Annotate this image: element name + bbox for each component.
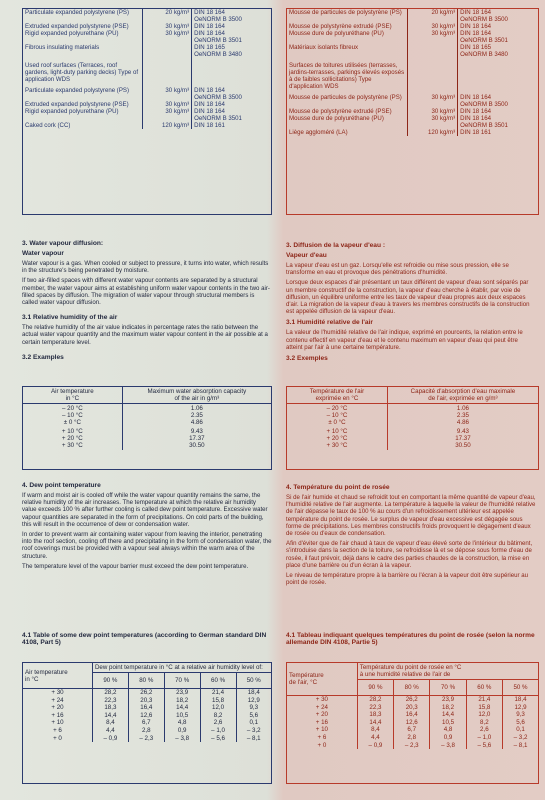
section-4-paragraph-1-fr: Si de l'air humide et chaud se refroidit tout en comportant la même quantité de vapeur d'eau, l'humidité relative de l'air augmente. La température à laquelle la valeur de l'humidité relative de l'air dépasse le taux de 100 % au cours d'un refroidissement ultérieur est appelée température du point de rosée. Le surplus de vapeur d'eau excessive est dégagée sous forme de précipitations. Les membres constructifs froids provoquent le dégagement d'eaux de rosée ou d'eaux de condensation.	[286, 494, 536, 538]
dew-cell: 18,4	[247, 689, 260, 696]
dew-table-fr	[286, 662, 539, 784]
dew-cell: 23,9	[164, 689, 200, 697]
examples-header-capacity-fr: Capacité d'absorption d'eau maximale de l'air, exprimée en g/m³	[387, 387, 538, 404]
dew-cell: 12,6	[394, 719, 430, 727]
material-name: Rigid expanded polyurethane (PU)	[23, 30, 142, 44]
material-norm: DIN 18 164	[194, 23, 225, 30]
section-3-title-fr: 3. Diffusion de la vapeur d'eau :	[286, 242, 386, 249]
section-4-paragraph-2: In order to prevent warm air containing water vapour from leaving the interior, penetrating into the roof section, cooling off there and precipitating in the form of condensation water, the roof coverings must be provided with a vapour seal always within the warm area of the structure.	[22, 531, 272, 560]
material-row	[23, 101, 271, 108]
material-name: Fibrous insulating materials	[23, 44, 142, 58]
material-density: 30 kg/m³	[407, 90, 457, 108]
dew-cell: 12,9	[247, 696, 260, 704]
dew-row-temp: + 10	[23, 719, 92, 727]
dew-cell: – 8,1	[513, 741, 528, 749]
dew-cell: 12,6	[128, 712, 164, 720]
section-4-paragraph-3-fr: Le niveau de température propre à la barrière ou l'écran à la vapeur doit être supérieur au point de rosée.	[286, 572, 529, 587]
dew-row-temp: + 30	[23, 689, 92, 697]
dew-row-temp: + 16	[287, 719, 357, 727]
dew-humidity-col: 50 %	[503, 680, 538, 696]
examples-temps-cold: – 20 °C – 10 °C ± 0 °C	[23, 404, 122, 428]
dew-cell: 16,4	[128, 704, 164, 712]
dew-cell: 12,0	[200, 704, 236, 712]
material-norm: DIN 18 164 OeNORM B 3501	[194, 30, 242, 44]
material-norm	[458, 58, 538, 90]
material-norm: DIN 18 164	[194, 101, 225, 108]
water-vapour-paragraph-1-fr: La vapeur d'eau est un gaz. Lorsqu'elle est refroidie ou mise sous pression, elle se transforme en eau et provoque des pénétrations d'humidité.	[286, 262, 509, 277]
dew-humidity-col: 70 %	[164, 673, 200, 689]
section-3-fr	[286, 242, 536, 365]
dew-row-temp: + 20	[23, 704, 92, 712]
material-norm: DIN 18 161	[194, 122, 225, 129]
water-vapour-paragraph-2: If two air-filled spaces with different water vapour contents are separated by a structural member, the water vapour aims at establishing uniform water vapour contents in the two air-filled spaces by diffusion. The migration of water vapour through structural members is called water vapour diffusion.	[22, 277, 270, 307]
material-norm: DIN 18 164 OeNORM B 3501	[460, 30, 508, 44]
dew-cell: 28,2	[92, 689, 128, 697]
section-4-title-fr: 4. Température du point de rosée	[286, 484, 390, 491]
dew-cell: 9,3	[516, 711, 525, 719]
material-name: Used roof surfaces (Terraces, roof gardens, light-duty parking decks) Type of application WDS	[23, 58, 142, 83]
material-name: Mousse dure de polyuréthane (PU)	[287, 115, 407, 129]
material-name: Rigid expanded polyurethane (PU)	[23, 108, 142, 122]
material-density: 120 kg/m³	[407, 129, 457, 136]
dew-cell: 12,0	[466, 711, 502, 719]
material-norm: DIN 18 165 OeNORM B 3480	[460, 44, 508, 58]
dew-cell: 18,2	[430, 704, 466, 712]
material-name: Mousse de polystyrène extrudé (PSE)	[287, 23, 407, 30]
dew-header-humidity: Température du point de rosée en °C à une humidité relative de l'air de	[357, 663, 538, 680]
dew-row	[287, 704, 538, 712]
dew-cell: – 0,9	[357, 742, 393, 750]
examples-vals-cold-fr: 1.06 2.35 4.86	[456, 405, 469, 426]
examples-vals-warm: 9.43 17.37 30.50	[189, 428, 205, 449]
dew-cell: 0,1	[249, 719, 259, 727]
material-density: 30 kg/m³	[142, 23, 192, 30]
examples-header-capacity: Maximum water absorption capacity of the air in g/m³	[122, 387, 271, 404]
material-norm: DIN 18 164 OeNORM B 3501	[460, 115, 508, 129]
dew-cell: 4,4	[357, 734, 393, 742]
dew-cell: 2,6	[200, 719, 236, 727]
examples-header-temp: Air temperature in °C	[23, 387, 122, 404]
dew-cell: – 8,1	[246, 734, 261, 742]
dew-row	[287, 734, 538, 742]
dew-cell: 10,5	[164, 712, 200, 720]
dew-row-temp: + 0	[23, 735, 92, 743]
examples-vals-cold: 1.06 2.35 4.86	[190, 405, 203, 426]
material-density: 30 kg/m³	[407, 108, 457, 115]
material-norm: DIN 18 165 OeNORM B 3480	[194, 44, 242, 58]
material-density	[142, 58, 192, 83]
dew-row	[287, 719, 538, 727]
dew-cell: 6,7	[394, 726, 430, 734]
section-3-1-title: 3.1 Relative humidity of the air	[22, 314, 118, 322]
dew-cell: 18,3	[357, 711, 393, 719]
dew-cell: 8,2	[200, 712, 236, 720]
dew-cell: 8,2	[466, 719, 502, 727]
dew-cell: 5,6	[249, 711, 259, 719]
material-norm: DIN 18 164 OeNORM B 3500	[194, 9, 242, 23]
dew-row	[287, 726, 538, 734]
dew-cell: 22,3	[357, 704, 393, 712]
section-4-en	[22, 482, 272, 573]
dew-cell: – 2,3	[128, 735, 164, 743]
dew-cell: 18,2	[164, 697, 200, 705]
section-3-2-title: 3.2 Examples	[22, 353, 64, 361]
section-4-1-en	[22, 632, 272, 649]
material-density: 30 kg/m³	[142, 101, 192, 108]
section-4-fr	[286, 484, 536, 589]
water-vapour-subtitle-fr: Vapeur d'eau	[286, 252, 327, 259]
dew-cell: – 3,8	[164, 735, 200, 743]
dew-humidity-col: 50 %	[236, 673, 271, 689]
dew-cell: 2,8	[394, 734, 430, 742]
dew-cell: 10,5	[430, 719, 466, 727]
examples-temps-warm-fr: + 10 °C + 20 °C + 30 °C	[287, 427, 387, 450]
dew-row	[23, 689, 271, 697]
material-row	[23, 122, 271, 129]
material-density	[407, 44, 457, 58]
material-density: 30 kg/m³	[142, 83, 192, 101]
dew-row	[287, 711, 538, 719]
dew-row-temp: + 10	[287, 726, 357, 734]
examples-temps-warm: + 10 °C + 20 °C + 30 °C	[23, 427, 122, 450]
dew-cell: 14,4	[92, 712, 128, 720]
dew-cell: 20,3	[394, 704, 430, 712]
dew-cell: 0,9	[430, 734, 466, 742]
dew-row-temp: + 16	[23, 712, 92, 720]
examples-table-fr	[286, 386, 539, 470]
material-density: 20 kg/m³	[142, 9, 192, 23]
material-row	[287, 90, 538, 108]
dew-cell: 5,6	[516, 718, 525, 726]
section-3-2-title-fr: 3.2 Exemples	[286, 355, 328, 363]
dew-cell: – 0,9	[92, 735, 128, 743]
section-3-1-title-fr: 3.1 Humidité relative de l'air	[286, 319, 373, 327]
section-3-en	[22, 240, 272, 364]
dew-cell: 9,3	[249, 704, 259, 712]
material-row	[23, 44, 271, 58]
dew-cell: – 2,3	[394, 742, 430, 750]
water-vapour-paragraph-2-fr: Lorsque deux espaces d'air présentant un taux différent de vapeur d'eau sont séparés par un membre constructif de la construction, la vapeur d'eau cherche à établir, par voie de diffusion, un équilibre uniforme entre les taux de vapeur d'eau propres aux deux espaces d'air. La migration de la vapeur d'eau à travers les membres constructifs de la construction est appelée diffusion de la vapeur d'eau.	[286, 279, 530, 316]
material-row	[287, 23, 538, 30]
dew-cell: 14,4	[164, 704, 200, 712]
material-norm: DIN 18 164	[460, 23, 491, 30]
dew-row	[23, 704, 271, 712]
material-norm	[192, 58, 271, 83]
dew-cell: 14,4	[430, 711, 466, 719]
dew-cell: 8,4	[92, 719, 128, 727]
section-3-1-paragraph: The relative humidity of the air value indicates in percentage rates the ratio between the actual water vapour quantity and the maximum water vapour content in the air possible at a certain temperature level.	[22, 324, 268, 346]
material-row	[23, 23, 271, 30]
section-4-1-fr	[286, 632, 536, 649]
material-name: Extruded expanded polystyrene (PSE)	[23, 101, 142, 108]
material-row	[287, 129, 538, 136]
dew-cell: 2,6	[466, 726, 502, 734]
material-name: Mousse dure de polyuréthane (PU)	[287, 30, 407, 44]
dew-humidity-col: 60 %	[466, 680, 502, 696]
dew-cell: – 3,8	[430, 742, 466, 750]
dew-cell: 26,2	[128, 689, 164, 697]
dew-humidity-col: 60 %	[200, 673, 236, 689]
dew-header-temp: Air temperature in °C	[23, 663, 92, 689]
section-4-title: 4. Dew point temperature	[22, 482, 101, 489]
materials-table-en	[22, 8, 272, 215]
section-4-paragraph-3: The temperature level of the vapour barrier must exceed the dew point temperature.	[22, 562, 249, 570]
examples-table-en	[22, 386, 272, 470]
dew-cell: 22,3	[92, 697, 128, 705]
dew-cell: 21,4	[200, 689, 236, 697]
dew-row	[23, 735, 271, 743]
material-norm: DIN 18 164	[460, 108, 491, 115]
dew-row-temp: + 24	[23, 697, 92, 705]
material-norm: DIN 18 164 OeNORM B 3500	[194, 87, 242, 101]
material-density: 20 kg/m³	[407, 9, 457, 23]
section-3-title: 3. Water vapour diffusion:	[22, 240, 104, 247]
material-row	[23, 9, 271, 23]
material-name: Mousse de particules de polystyrène (PS)	[287, 90, 407, 108]
material-density: 120 kg/m³	[142, 122, 192, 129]
dew-cell: 12,9	[514, 703, 527, 711]
dew-cell: 18,4	[514, 696, 527, 703]
dew-humidity-col: 80 %	[394, 680, 430, 696]
dew-cell: 0,9	[164, 727, 200, 735]
section-3-1-paragraph-fr: La valeur de l'humidité relative de l'air indique, exprimé en pourcents, la relation entre le contenu effectif en vapeur d'eau et le contenu maximum en vapeur d'eau qui peut être atteint par l'air à une certaine température.	[286, 329, 523, 351]
material-name: Particulate expanded polystyrene (PS)	[23, 9, 142, 23]
material-row	[287, 44, 538, 58]
dew-cell: – 1,0	[200, 727, 236, 735]
dew-cell: 2,8	[128, 727, 164, 735]
material-name: Surfaces de toitures utilisées (terrasses, jardins-terrasses, parkings élevés exposés à de faibles sollicitations) Type d'application WDS	[287, 58, 407, 90]
material-name: Liège aggloméré (LA)	[287, 129, 407, 136]
material-row	[23, 58, 271, 83]
material-norm: DIN 18 164 OeNORM B 3500	[460, 94, 508, 108]
dew-humidity-col: 70 %	[430, 680, 466, 696]
dew-cell: 14,4	[357, 719, 393, 727]
dew-cell: 18,3	[92, 704, 128, 712]
water-vapour-subtitle: Water vapour	[22, 250, 64, 257]
material-row	[23, 108, 271, 122]
dew-row	[23, 727, 271, 735]
dew-row	[23, 712, 271, 720]
dew-table-en	[22, 662, 272, 784]
dew-humidity-col: 80 %	[128, 673, 164, 689]
material-row	[287, 30, 538, 44]
dew-cell: – 3,2	[513, 733, 528, 741]
material-name: Matériaux isolants fibreux	[287, 44, 407, 58]
dew-cell: 0,1	[516, 726, 525, 734]
english-column	[6, 0, 272, 800]
dew-cell: 16,4	[394, 711, 430, 719]
dew-row	[287, 696, 538, 704]
dew-header-humidity: Dew point temperature in °C at a relative air humidity level of:	[92, 663, 271, 673]
material-row	[287, 58, 538, 90]
dew-cell: 28,2	[357, 696, 393, 704]
material-norm: DIN 18 164 OeNORM B 3500	[460, 9, 508, 23]
material-row	[23, 30, 271, 44]
section-4-paragraph-1: If warm and moist air is cooled off while the water vapour quantity remains the same, the relative humidity of the air increases. The temperature at which the relative air humidity value exceeds 100 % after further cooling is called dew point temperature. Excessive water vapour quantities are separated in the form of precipitations. On cold parts of the building, this will result in the occurrence of dew or condensation water.	[22, 492, 268, 528]
dew-row-temp: + 0	[287, 742, 357, 750]
dew-cell: 6,7	[128, 719, 164, 727]
material-density: 30 kg/m³	[407, 23, 457, 30]
dew-humidity-col: 90 %	[92, 673, 128, 689]
dew-cell: 20,3	[128, 697, 164, 705]
materials-table-fr	[286, 8, 539, 215]
material-row	[287, 108, 538, 115]
material-density: 30 kg/m³	[142, 30, 192, 44]
material-name: Mousse de particules de polystyrène (PS)	[287, 9, 407, 23]
dew-cell: 4,4	[92, 727, 128, 735]
dew-cell: 8,4	[357, 726, 393, 734]
material-norm: DIN 18 161	[460, 129, 491, 136]
section-4-paragraph-2-fr: Afin d'éviter que de l'air chaud à taux de vapeur d'eau élevé sorte de l'intérieur du bâtiment, s'introduise dans la section de la toiture, se refroidisse là et se dépose sous forme d'eau de rosée, il faut prévoir, déjà dans le cadre des parties chaudes de la construction, la mise en place d'une barrière ou d'un écran à la vapeur.	[286, 540, 533, 569]
dew-cell: 21,4	[466, 696, 502, 704]
material-norm: DIN 18 164 OeNORM B 3501	[194, 108, 242, 122]
dew-cell: – 3,2	[246, 726, 261, 734]
dew-cell: 15,8	[466, 704, 502, 712]
dew-row	[287, 742, 538, 750]
dew-cell: – 5,6	[200, 735, 236, 743]
material-row	[287, 115, 538, 129]
dew-row	[23, 719, 271, 727]
examples-header-temp-fr: Température de l'air exprimée en °C	[287, 387, 387, 404]
section-4-1-title-fr: 4.1 Tableau indiquant quelques températures du point de rosée (selon la norme allemande DIN 4108, Partie 5)	[286, 632, 535, 646]
material-name: Caked cork (CC)	[23, 122, 142, 129]
dew-row-temp: + 24	[287, 704, 357, 712]
section-4-1-title: 4.1 Table of some dew point temperatures (according to German standard DIN 4108, Part 5)	[22, 632, 267, 646]
dew-humidity-col: 90 %	[357, 680, 393, 696]
material-row	[287, 9, 538, 23]
dew-cell: 4,8	[164, 719, 200, 727]
dew-cell: 26,2	[394, 696, 430, 704]
material-name: Mousse de polystyrène extrudé (PSE)	[287, 108, 407, 115]
dew-cell: – 5,6	[466, 742, 502, 750]
dew-cell: 15,8	[200, 697, 236, 705]
dew-cell: 23,9	[430, 696, 466, 704]
material-density	[407, 58, 457, 90]
material-row	[23, 83, 271, 101]
dew-row-temp: + 6	[287, 734, 357, 742]
dew-cell: 4,8	[430, 726, 466, 734]
dew-cell: – 1,0	[466, 734, 502, 742]
dew-row-temp: + 30	[287, 696, 357, 704]
material-density: 30 kg/m³	[407, 115, 457, 129]
water-vapour-paragraph-1: Water vapour is a gas. When cooled or subject to pressure, it turns into water, which results in the structure's being penetrated by moisture.	[22, 260, 269, 275]
material-density	[142, 44, 192, 58]
dew-row-temp: + 20	[287, 711, 357, 719]
material-density: 30 kg/m³	[407, 30, 457, 44]
examples-vals-warm-fr: 9.43 17.37 30.50	[455, 428, 471, 449]
material-name: Extruded expanded polystyrene (PSE)	[23, 23, 142, 30]
examples-temps-cold-fr: – 20 °C – 10 °C ± 0 °C	[287, 404, 387, 428]
material-density: 30 kg/m³	[142, 108, 192, 122]
french-column	[280, 0, 542, 800]
dew-row	[23, 697, 271, 705]
dew-row-temp: + 6	[23, 727, 92, 735]
dew-header-temp: Température de l'air, °C	[287, 663, 357, 696]
material-name: Particulate expanded polystyrene (PS)	[23, 83, 142, 101]
